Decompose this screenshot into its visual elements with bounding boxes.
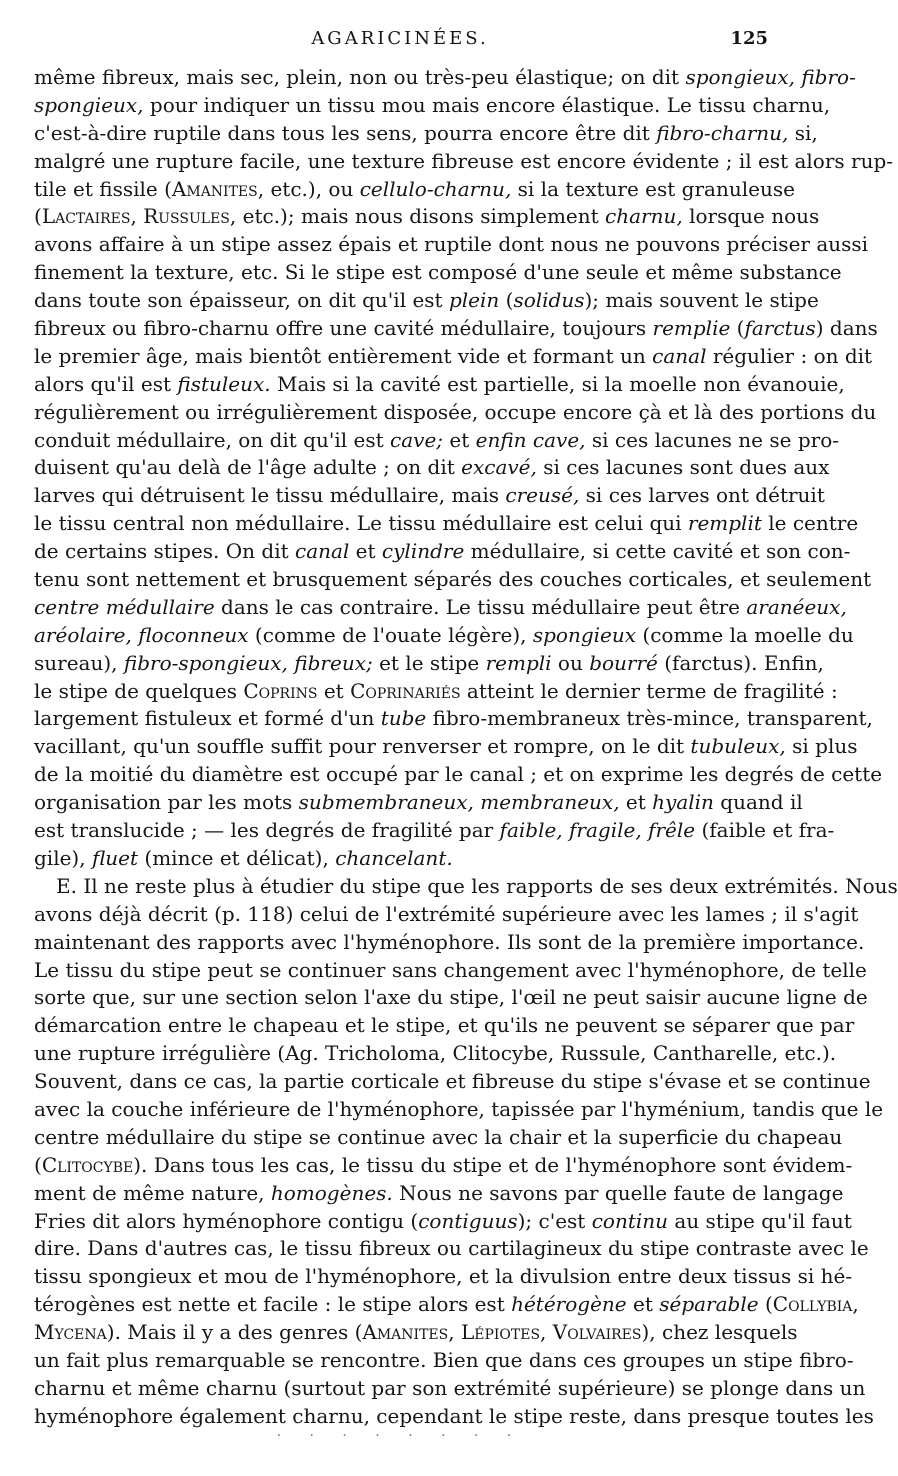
text-line: [34, 64, 856, 92]
text-run: largement fistuleux et formé d'un: [34, 706, 381, 731]
italic-term: cylindre: [381, 539, 465, 564]
text-run: régulièrement ou irrégulièrement disposée, occupe encore çà et là des portions du: [34, 399, 877, 424]
text-line: [34, 1040, 837, 1068]
text-line: [34, 761, 883, 789]
text-run: dire. Dans d'autres cas, le tissu fibreux ou cartilagineux du stipe contraste avec le: [34, 1236, 869, 1261]
text-run: médullaire, si cette cavité et son con-: [464, 539, 851, 564]
text-line: [34, 1319, 798, 1347]
text-line: [34, 343, 873, 371]
text-run: gile),: [34, 845, 92, 870]
text-run: maintenant des rapports avec l'hyménophore. Ils sont de la première importance.: [34, 929, 865, 954]
text-line: [34, 1375, 866, 1403]
text-run: avons déjà décrit (p. 118) celui de l'extrémité supérieure avec les lames ; il s'agit: [34, 901, 859, 926]
text-line: [34, 1263, 853, 1291]
italic-term: spongieux, fibro-: [685, 65, 856, 89]
italic-term: tubuleux,: [690, 734, 786, 759]
italic-term: farctus: [744, 316, 816, 341]
small-caps-name: Mycena: [34, 1320, 107, 1345]
text-line: [34, 1068, 871, 1096]
text-run: est translucide ; — les degrés de fragilité par: [34, 818, 500, 843]
text-run: régulier : on dit: [706, 343, 873, 368]
text-line: [34, 1347, 854, 1375]
text-run: le stipe de quelques: [34, 678, 244, 703]
text-line: [34, 1291, 859, 1319]
text-run: un fait plus remarquable se rencontre. Bien que dans ces groupes un stipe fibro-: [34, 1347, 854, 1372]
text-run: démarcation entre le chapeau et le stipe, et qu'ils ne peuvent se séparer que par: [34, 1013, 855, 1038]
text-line: [34, 817, 835, 845]
italic-term: spongieux: [532, 622, 637, 647]
text-run: Fries dit alors hyménophore contigu (: [34, 1208, 419, 1233]
text-line: [34, 594, 847, 622]
text-run: ,: [130, 204, 144, 229]
text-run: ou: [551, 650, 590, 675]
text-run: Le tissu du stipe peut se continuer sans changement avec l'hyménophore, de telle: [34, 957, 867, 982]
small-caps-name: Coprinariés: [350, 678, 461, 703]
text-run: dans le cas contraire. Le tissu médullaire peut être: [214, 594, 747, 619]
text-run: le centre: [761, 511, 859, 536]
small-caps-name: Amanites: [362, 1320, 449, 1345]
italic-term: fibro-charnu,: [656, 120, 789, 145]
text-line: [34, 1208, 852, 1236]
text-line: [34, 176, 795, 204]
text-run: sureau),: [34, 650, 124, 675]
small-caps-name: Russules: [143, 204, 230, 229]
text-run: et: [443, 427, 476, 452]
text-line: [34, 148, 894, 176]
text-line: [34, 1096, 884, 1124]
text-run: (comme de l'ouate légère),: [248, 622, 533, 647]
italic-term: contiguus: [418, 1208, 518, 1233]
italic-term: chancelant.: [335, 845, 453, 870]
text-run: au stipe qu'il faut: [668, 1208, 852, 1233]
text-line: [34, 92, 831, 120]
text-line: [34, 678, 838, 706]
text-run: dans toute son épaisseur, on dit qu'il est: [34, 288, 449, 313]
text-run: et: [619, 790, 653, 815]
text-run: et: [626, 1292, 660, 1317]
italic-term: hétérogène: [511, 1292, 627, 1317]
italic-term: plein: [448, 288, 500, 313]
italic-term: séparable: [659, 1292, 759, 1317]
text-run: le premier âge, mais bientôt entièrement vide et formant un: [34, 343, 653, 368]
text-line: [34, 1152, 853, 1180]
text-run: et le stipe: [372, 650, 486, 675]
italic-term: cellulo-charnu,: [359, 176, 512, 201]
italic-term: charnu,: [605, 204, 683, 229]
italic-term: continu: [591, 1208, 669, 1233]
body-text: [34, 64, 898, 1431]
italic-term: remplit: [687, 511, 762, 536]
text-run: organisation par les mots: [34, 790, 299, 815]
text-run: (: [34, 1152, 42, 1177]
text-line: [34, 287, 819, 315]
text-run: ); mais souvent le stipe: [584, 288, 819, 313]
text-line: [34, 259, 842, 287]
text-run: tile et fissile (: [34, 176, 172, 201]
text-run: si ces lacunes ne se pro-: [585, 427, 839, 452]
italic-term: hyalin: [652, 790, 714, 815]
text-line: [34, 1012, 855, 1040]
text-run: hyménophore également charnu, cependant le stipe reste, dans presque toutes les: [34, 1403, 874, 1428]
italic-term: canal: [652, 343, 707, 368]
text-run: de certains stipes. On dit: [34, 539, 295, 564]
italic-term: tube: [380, 706, 427, 731]
text-line: [34, 705, 873, 733]
text-run: si ces larves ont détruit: [579, 483, 825, 508]
page-number: 125: [730, 28, 768, 49]
page-header: [32, 28, 768, 58]
text-run: duisent qu'au delà de l'âge adulte ; on dit: [34, 455, 462, 480]
text-run: ,: [540, 1320, 553, 1345]
italic-term: rempli: [485, 650, 552, 675]
italic-term: excavé,: [461, 455, 537, 480]
italic-term: solidus: [513, 288, 585, 313]
text-run: si ces lacunes sont dues aux: [536, 455, 830, 480]
italic-term: canal: [295, 539, 350, 564]
text-run: ). Dans tous les cas, le tissu du stipe et de l'hyménophore sont évidem-: [133, 1152, 853, 1177]
running-title: AGARICINÉES.: [311, 28, 489, 49]
small-caps-name: Lépiotes: [460, 1320, 541, 1345]
italic-term: aranéeux,: [746, 594, 847, 619]
italic-term: centre médullaire: [34, 594, 215, 619]
small-caps-name: Volvaires: [552, 1320, 642, 1345]
text-line: [34, 873, 898, 901]
text-run: le tissu central non médullaire. Le tissu médullaire est celui qui: [34, 511, 688, 536]
text-run: même fibreux, mais sec, plein, non ou très-peu élastique; on dit: [34, 65, 686, 89]
text-line: [34, 231, 869, 259]
text-line: [34, 1235, 869, 1263]
text-line: [34, 203, 820, 231]
text-run: (: [34, 204, 42, 229]
text-run: conduit médullaire, on dit qu'il est: [34, 427, 391, 452]
text-run: (faible et fra-: [695, 818, 835, 843]
text-run: ); c'est: [517, 1208, 592, 1233]
text-line: [34, 845, 763, 873]
text-run: une rupture irrégulière (Ag. Tricholoma, Clitocybe, Russule, Cantharelle, etc.).: [34, 1041, 837, 1066]
text-run: malgré une rupture facile, une texture fibreuse est encore évidente ; il est alors rup-: [34, 148, 894, 173]
italic-term: spongieux,: [34, 92, 144, 117]
italic-term: enfin cave,: [475, 427, 586, 452]
italic-term: fistuleux.: [177, 371, 271, 396]
text-run: (farctus). Enfin,: [657, 650, 824, 675]
italic-term: aréolaire, floconneux: [34, 622, 249, 647]
text-line: [34, 901, 859, 929]
text-line: [34, 510, 859, 538]
text-run: avec la couche inférieure de l'hyménophore, tapissée par l'hyménium, tandis que le: [34, 1096, 884, 1121]
text-line: [34, 789, 803, 817]
text-run: charnu et même charnu (surtout par son extrémité supérieure) se plonge dans un: [34, 1375, 866, 1400]
text-line: [34, 1403, 874, 1431]
text-run: ) dans: [815, 316, 878, 341]
text-run: Souvent, dans ce cas, la partie corticale et fibreuse du stipe s'évase et se continue: [34, 1069, 871, 1094]
text-run: , etc.); mais nous disons simplement: [229, 204, 606, 229]
italic-term: submembraneux, membraneux,: [298, 790, 620, 815]
italic-term: homogènes.: [270, 1180, 393, 1205]
text-run: Mais si la cavité est partielle, si la moelle non évanouie,: [270, 371, 845, 396]
text-line: [34, 538, 851, 566]
text-run: fibro-membraneux très-mince, transparent,: [426, 706, 873, 731]
small-caps-name: E.: [56, 873, 77, 898]
text-run: fibreux ou fibro-charnu offre une cavité médullaire, toujours: [34, 316, 653, 341]
text-run: si la texture est granuleuse: [511, 176, 795, 201]
text-run: pour indiquer un tissu mou mais encore élastique. Le tissu charnu,: [143, 92, 831, 117]
text-run: de la moitié du diamètre est occupé par le canal ; et on exprime les degrés de cette: [34, 762, 883, 787]
text-line: [34, 957, 867, 985]
text-line: [34, 315, 878, 343]
text-line: [34, 650, 824, 678]
text-line: [34, 482, 825, 510]
italic-term: fluet: [91, 845, 139, 870]
text-run: c'est-à-dire ruptile dans tous les sens, pourra encore être dit: [34, 120, 657, 145]
text-line: [34, 399, 877, 427]
text-run: larves qui détruisent le tissu médullaire, mais: [34, 483, 506, 508]
text-run: avons affaire à un stipe assez épais et ruptile dont nous ne pouvons préciser aussi: [34, 232, 869, 257]
text-run: , etc.), ou: [257, 176, 360, 201]
italic-term: bourré: [589, 650, 658, 675]
text-run: Nous ne savons par quelle faute de langage: [392, 1180, 844, 1205]
text-line: [34, 1124, 843, 1152]
text-run: sorte que, sur une section selon l'axe du stipe, l'œil ne peut saisir aucune ligne de: [34, 985, 868, 1010]
text-run: tissu spongieux et mou de l'hyménophore, et la divulsion entre deux tissus si hé-: [34, 1264, 853, 1289]
italic-term: fibro-spongieux, fibreux;: [123, 650, 373, 675]
text-run: Il ne reste plus à étudier du stipe que les rapports de ses deux extrémités. Nous: [76, 873, 898, 898]
text-run: ), chez lesquels: [641, 1320, 798, 1345]
text-run: vacillant, qu'un souffle suffit pour renverser et rompre, on le dit: [34, 734, 691, 759]
text-run: (: [730, 316, 745, 341]
small-caps-name: Collybia,: [772, 1292, 859, 1317]
italic-term: faible, fragile, frêle: [499, 818, 696, 843]
text-run: térogènes est nette et facile : le stipe alors est: [34, 1292, 512, 1317]
text-run: ment de même nature,: [34, 1180, 271, 1205]
text-run: finement la texture, etc. Si le stipe est composé d'une seule et même substance: [34, 260, 842, 285]
text-line: [34, 371, 845, 399]
text-run: et: [349, 539, 382, 564]
footer-dots: · · · · · · · ·: [276, 1428, 524, 1444]
text-run: (mince et délicat),: [138, 845, 336, 870]
text-run: ,: [448, 1320, 461, 1345]
text-line: [34, 454, 830, 482]
text-run: lorsque nous: [682, 204, 820, 229]
text-run: (comme la moelle du: [636, 622, 854, 647]
text-run: ). Mais il y a des genres (: [106, 1320, 363, 1345]
text-line: [34, 622, 854, 650]
small-caps-name: Lactaires: [41, 204, 131, 229]
text-line: [34, 1180, 844, 1208]
small-caps-name: Clitocybe: [41, 1152, 134, 1177]
italic-term: creusé,: [505, 483, 580, 508]
text-run: atteint le dernier terme de fragilité :: [460, 678, 838, 703]
italic-term: cave;: [390, 427, 444, 452]
text-run: (: [758, 1292, 773, 1317]
text-run: si,: [788, 120, 818, 145]
text-line: [34, 427, 839, 455]
text-run: si plus: [785, 734, 858, 759]
text-run: et: [317, 678, 351, 703]
small-caps-name: Coprins: [243, 678, 318, 703]
text-run: (: [499, 288, 514, 313]
small-caps-name: Amanites: [171, 176, 258, 201]
text-line: [34, 733, 858, 761]
text-run: quand il: [713, 790, 803, 815]
italic-term: remplie: [652, 316, 731, 341]
text-line: [34, 929, 865, 957]
text-line: [34, 566, 872, 594]
text-run: centre médullaire du stipe se continue avec la chair et la superficie du chapeau: [34, 1124, 843, 1149]
text-run: tenu sont nettement et brusquement séparés des couches corticales, et seulement: [34, 567, 872, 592]
text-line: [34, 984, 868, 1012]
text-line: [34, 120, 818, 148]
text-run: alors qu'il est: [34, 371, 178, 396]
